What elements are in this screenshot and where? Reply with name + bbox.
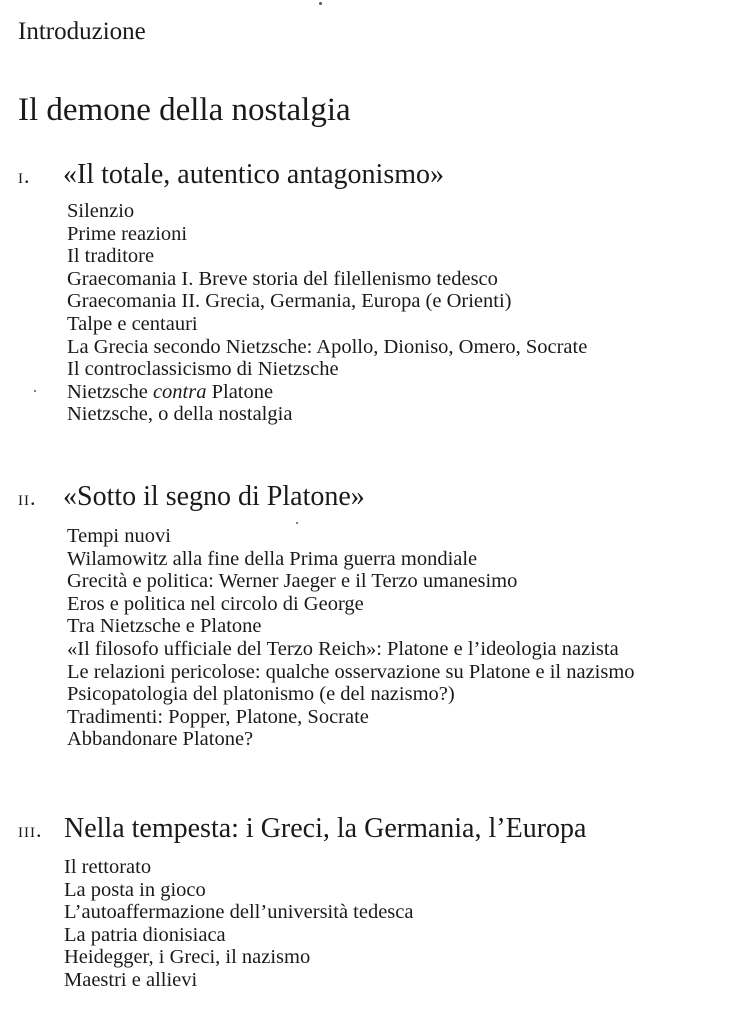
chapter-1-heading bbox=[18, 157, 444, 194]
chapter-3-number: iii. bbox=[18, 817, 43, 842]
section-item: «Il filosofo ufficiale del Terzo Reich»: Platone e l’ideologia nazista bbox=[67, 637, 619, 660]
chapter-2-title: «Sotto il segno di Platone» bbox=[63, 481, 365, 512]
chapter-1-sections bbox=[67, 200, 587, 426]
section-item: Tra Nietzsche e Platone bbox=[67, 615, 262, 638]
section-item: Maestri e allievi bbox=[64, 968, 198, 991]
chapter-2-number: ii. bbox=[18, 485, 37, 510]
section-item: Tradimenti: Popper, Platone, Socrate bbox=[67, 705, 369, 728]
section-item: Abbandonare Platone? bbox=[67, 728, 254, 751]
section-text-after: Platone bbox=[206, 380, 274, 403]
section-item: Wilamowitz alla fine della Prima guerra mondiale bbox=[67, 547, 478, 570]
section-item: Graecomania I. Breve storia del filellenismo tedesco bbox=[67, 267, 498, 290]
chapter-1-title: «Il totale, autentico antagonismo» bbox=[63, 159, 445, 190]
section-item: Psicopatologia del platonismo (e del nazismo?) bbox=[67, 683, 455, 706]
section-text-before: Nietzsche bbox=[67, 380, 153, 403]
introduction-entry: Introduzione bbox=[18, 18, 146, 45]
scan-speck bbox=[34, 390, 36, 392]
section-item: La Grecia secondo Nietzsche: Apollo, Dioniso, Omero, Socrate bbox=[67, 335, 588, 358]
section-item: Graecomania II. Grecia, Germania, Europa (e Orienti) bbox=[67, 290, 512, 313]
scan-speck bbox=[296, 522, 298, 524]
section-item: L’autoaffermazione dell’università tedesca bbox=[64, 901, 414, 924]
scan-speck bbox=[319, 2, 322, 5]
chapter-3-sections bbox=[64, 856, 413, 992]
section-item: Eros e politica nel circolo di George bbox=[67, 592, 364, 615]
section-item: Heidegger, i Greci, il nazismo bbox=[64, 946, 311, 969]
part-title: Il demone della nostalgia bbox=[18, 92, 351, 128]
section-item: Grecità e politica: Werner Jaeger e il Terzo umanesimo bbox=[67, 570, 518, 593]
section-item: Talpe e centauri bbox=[67, 312, 198, 335]
section-item: La patria dionisiaca bbox=[64, 923, 226, 946]
chapter-2-heading bbox=[18, 479, 365, 516]
section-text-emphasis: contra bbox=[152, 380, 207, 403]
section-item: Il controclassicismo di Nietzsche bbox=[67, 358, 339, 381]
section-item: Il traditore bbox=[67, 245, 155, 268]
chapter-1-number: i. bbox=[18, 163, 31, 188]
section-item: Le relazioni pericolose: qualche osservazione su Platone e il nazismo bbox=[67, 660, 635, 683]
section-item bbox=[67, 381, 587, 404]
section-item: Silenzio bbox=[67, 200, 135, 222]
section-item: Prime reazioni bbox=[67, 222, 188, 245]
chapter-3-heading bbox=[18, 811, 586, 848]
section-item: Nietzsche, o della nostalgia bbox=[67, 403, 293, 426]
section-item: Tempi nuovi bbox=[67, 525, 171, 547]
section-item: Il rettorato bbox=[64, 856, 152, 878]
section-item: La posta in gioco bbox=[64, 878, 206, 901]
chapter-2-sections bbox=[67, 525, 635, 751]
chapter-3-title: Nella tempesta: i Greci, la Germania, l’Europa bbox=[64, 813, 587, 844]
